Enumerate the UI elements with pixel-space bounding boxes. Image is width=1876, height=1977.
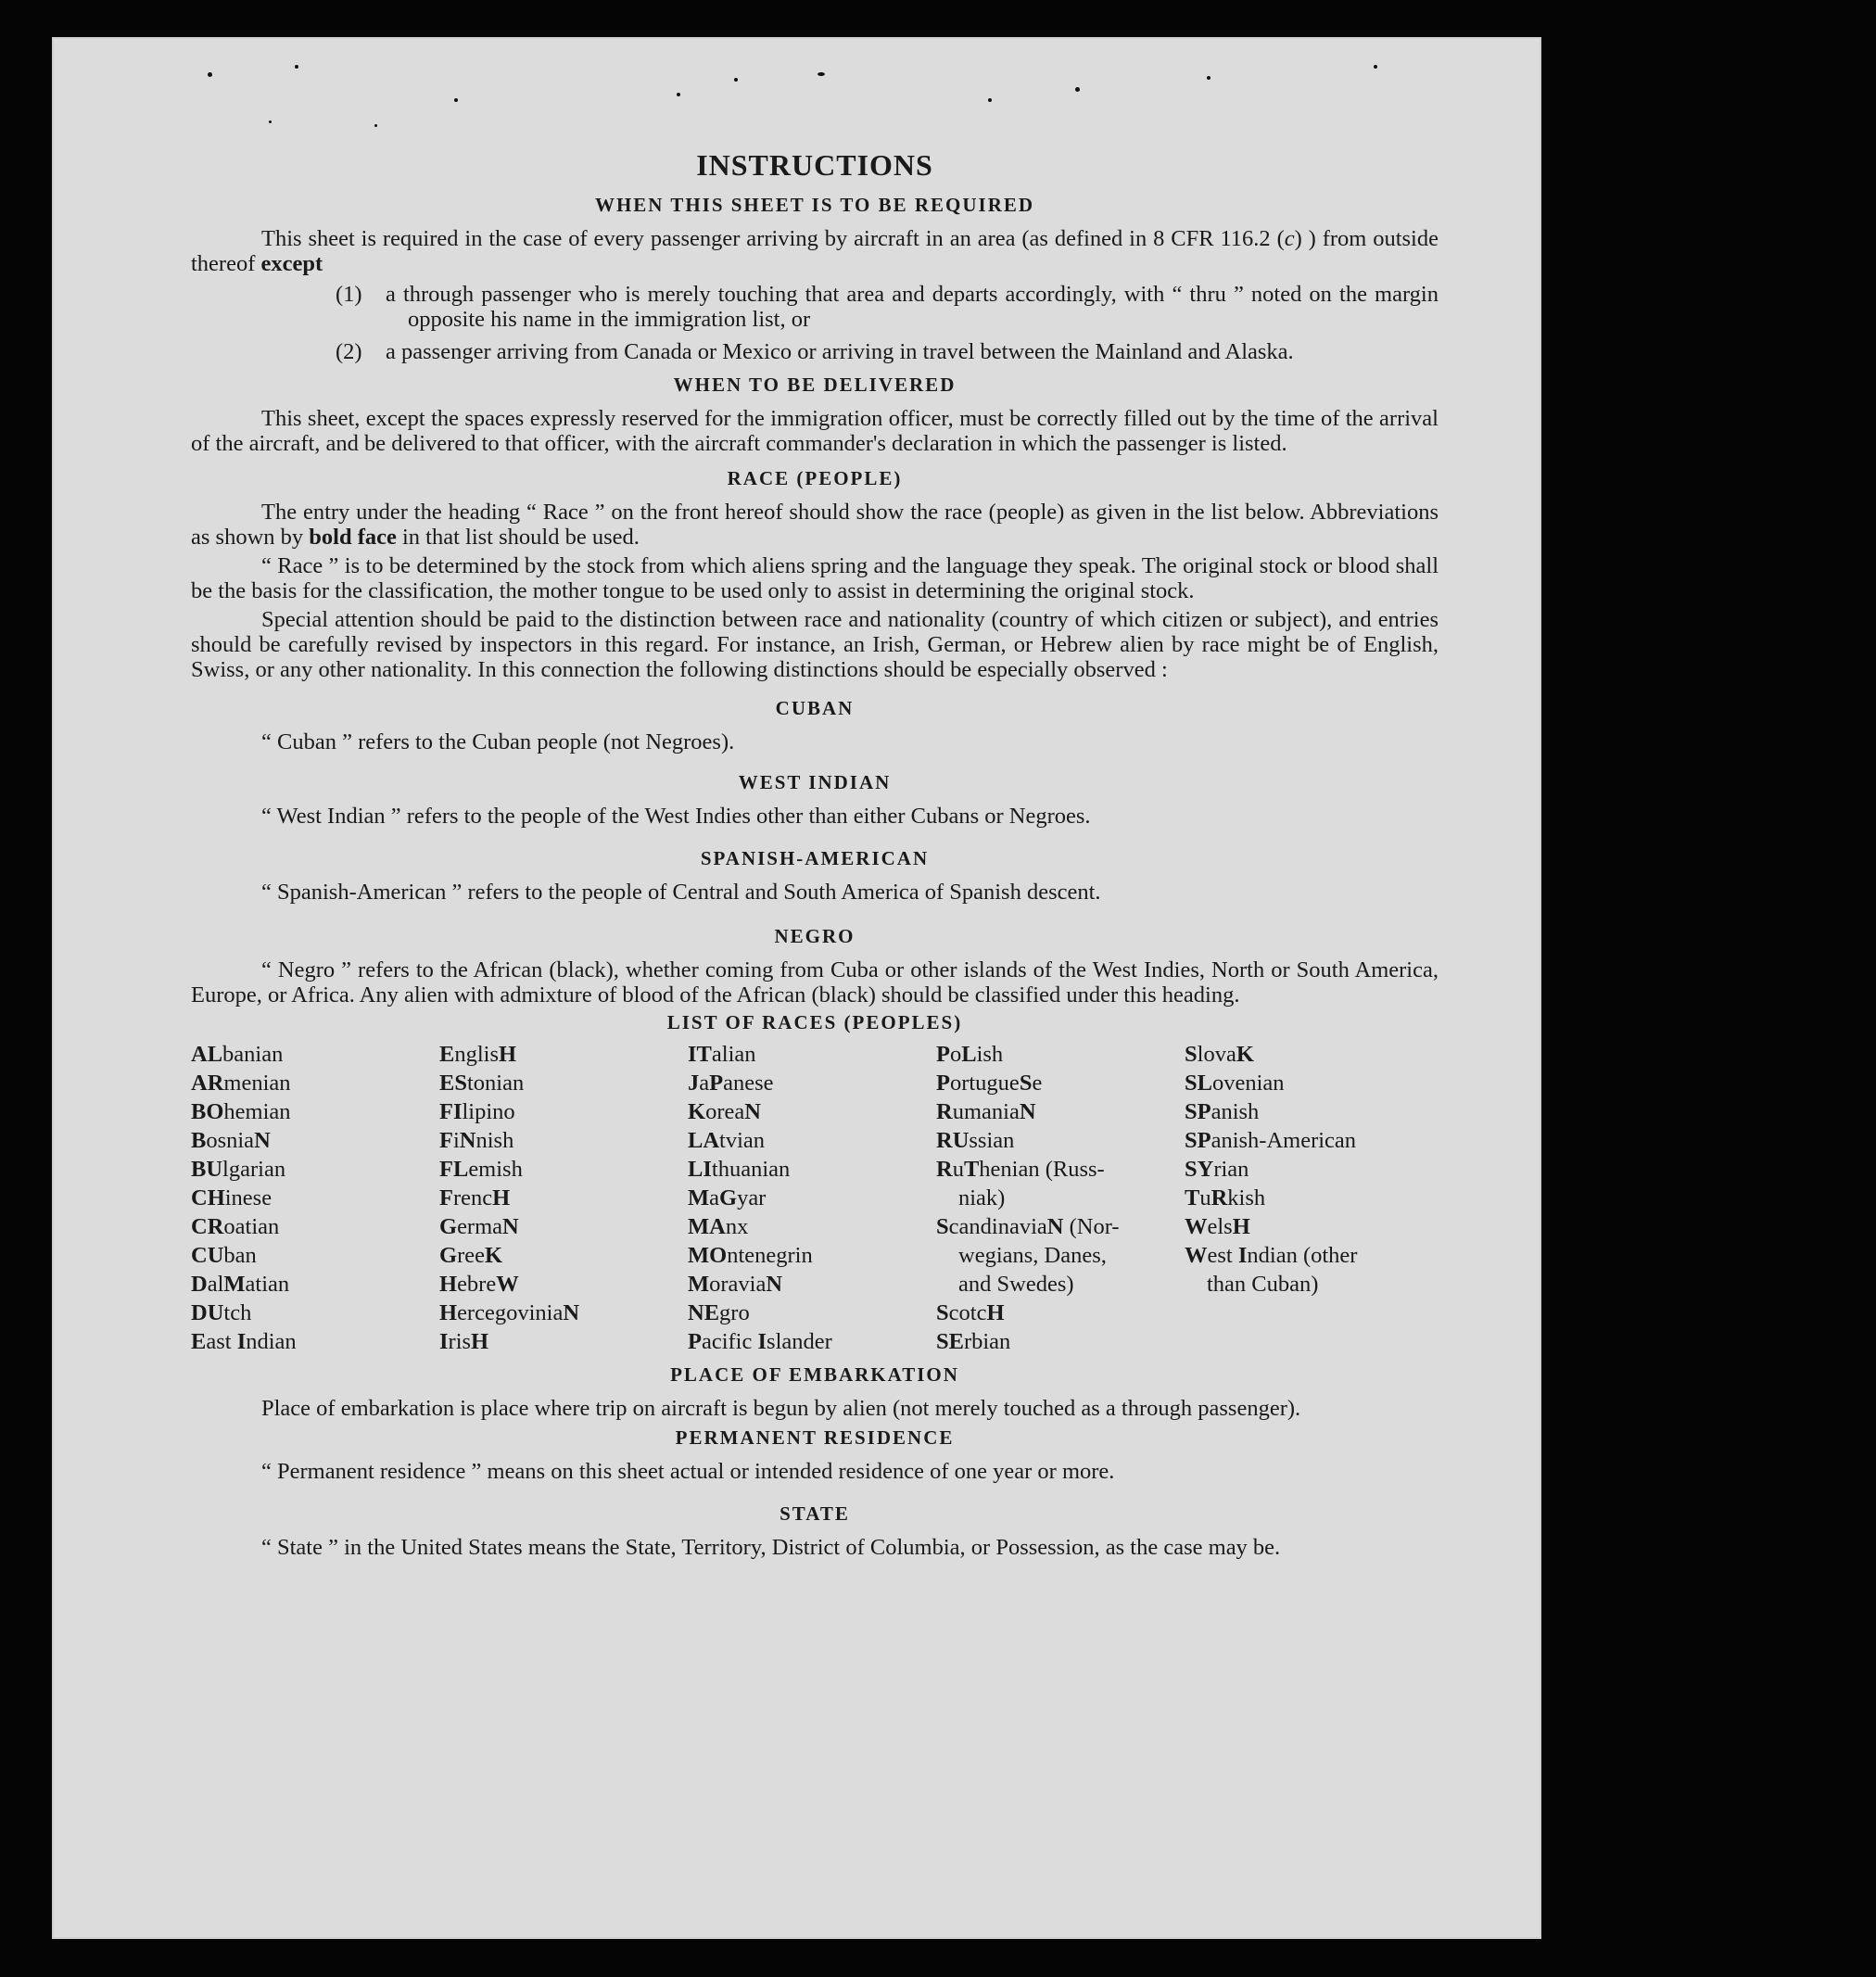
race-text: ish [976,1042,1004,1067]
race-entry [191,1241,439,1270]
race-entry [936,1241,1185,1270]
race-abbrev-letters: SL [1185,1071,1212,1096]
race-abbrev-letters: N [744,1099,761,1124]
race-entry [191,1327,439,1356]
race-text: orea [705,1099,745,1124]
item-text: a through passenger who is merely touching that area and departs accordingly, with “ thru ” noted on the margin opposite his name in the immigration list, or [386,282,1439,332]
race-entry [688,1097,936,1126]
race-abbrev-letters: I [1237,1243,1248,1268]
race-text: kish [1227,1185,1266,1210]
section-heading-embarkation: PLACE OF EMBARKATION [670,1363,959,1386]
race-entry [191,1040,439,1069]
race-abbrev-letters: L [961,1042,977,1067]
race-text: tvian [719,1128,766,1153]
race-paragraph-1 [191,500,1439,550]
speck [677,93,680,96]
race-abbrev-letters: N [1046,1214,1064,1239]
race-text: anese [723,1071,774,1096]
race-text: tonian [466,1071,525,1096]
race-abbrev-letters: G [439,1214,458,1239]
race-abbrev-letters: M [688,1185,710,1210]
race-abbrev-letters: CR [191,1214,224,1239]
race-entry [936,1299,1185,1327]
race-abbrev-letters: I [757,1329,767,1354]
exception-item-2 [191,339,1439,364]
race-abbrev-letters: S [936,1214,949,1239]
race-abbrev-letters: P [688,1329,702,1354]
race-abbrev-letters: R [936,1157,953,1182]
races-column [936,1040,1185,1356]
race-text: niak) [958,1185,1006,1210]
speck [818,72,825,76]
race-text: rian [1213,1157,1249,1182]
race-entry [688,1155,936,1184]
race-text: acific [701,1329,758,1354]
race-text: ris [448,1329,472,1354]
race-text: oatian [223,1214,280,1239]
race-entry [439,1126,688,1155]
race-entry [1185,1040,1439,1069]
race-entry [688,1126,936,1155]
race-abbrev-letters: SP [1185,1099,1211,1124]
race-text: candinavia [948,1214,1047,1239]
state-paragraph: “ State ” in the United States means the State, Territory, District of Columbia, or Possession, as the case may be. [261,1535,1281,1560]
race-text: ebre [457,1272,497,1297]
race-entry [1185,1126,1439,1155]
race-text: a [709,1185,719,1210]
race-abbrev-letters: J [688,1071,700,1096]
race-entry [936,1040,1185,1069]
race-text: alian [711,1042,756,1067]
race-entry [688,1069,936,1097]
race-entry [936,1184,1185,1212]
race-abbrev-letters: G [719,1185,738,1210]
race-text: renc [452,1185,493,1210]
race-entry [191,1069,439,1097]
race-text: banian [222,1042,284,1067]
race-abbrev-letters: K [688,1099,706,1124]
race-text: anish [1211,1099,1260,1124]
race-text: lova [1197,1042,1236,1067]
race-abbrev-letters: SP [1185,1128,1211,1153]
race-entry [1185,1212,1439,1241]
race-abbrev-letters: BU [191,1157,223,1182]
race-text: tch [223,1300,252,1325]
race-abbrev-letters: T [1185,1185,1200,1210]
race-text: ndian (other [1247,1243,1358,1268]
race-text: inese [224,1185,273,1210]
race-abbrev-letters: MA [688,1214,726,1239]
race-entry [936,1155,1185,1184]
race-entry [688,1184,936,1212]
race-abbrev-letters: P [936,1071,950,1096]
instructions-body [191,148,1439,1560]
race-abbrev-letters: P [936,1042,950,1067]
race-text: ercegovinia [457,1300,564,1325]
speck [269,120,272,123]
required-text-b: ) ) from outside thereof [191,226,1439,276]
race-entry [1185,1069,1439,1097]
speck [1374,65,1377,69]
race-abbrev-letters: ES [439,1071,467,1096]
race-entry [191,1097,439,1126]
race-text: henian (Russ- [979,1157,1105,1182]
race-abbrev-letters: S [1185,1042,1198,1067]
race-entry [1185,1097,1439,1126]
race-entry [439,1212,688,1241]
race-abbrev-letters: M [688,1272,710,1297]
section-heading-cuban: CUBAN [775,697,855,719]
race-abbrev-letters: CH [191,1185,225,1210]
race-text: lipino [462,1099,515,1124]
race-text: nx [725,1214,749,1239]
required-paragraph [191,226,1439,276]
race-text: cotc [948,1300,987,1325]
race-abbrev-letters: R [936,1099,953,1124]
race-text: menian [223,1071,291,1096]
race-entry [191,1299,439,1327]
race-abbrev-letters: I [236,1329,247,1354]
section-heading-delivered: WHEN TO BE DELIVERED [673,374,957,396]
race-abbrev-letters: N [254,1128,271,1153]
race-entry [191,1126,439,1155]
race-text-b: in that list should be used. [396,525,640,550]
exception-item-1 [191,282,1439,332]
race-abbrev-letters: NE [688,1300,720,1325]
race-text: anish-American [1211,1128,1357,1153]
speck [208,72,212,77]
negro-paragraph: “ Negro ” refers to the African (black), whether coming from Cuba or other islands of the West Indies, North or South America, Europe, or Africa. Any alien with admixture of blood of the African (black) should be classified under this heading. [191,957,1439,1008]
race-text: e [1032,1071,1043,1096]
race-abbrev-letters: SE [936,1329,964,1354]
races-column [688,1040,936,1356]
race-entry [439,1069,688,1097]
race-abbrev-letters: K [484,1243,503,1268]
race-abbrev-letters: F [439,1128,453,1153]
race-entry [191,1184,439,1212]
race-abbrev-letters: AL [191,1042,223,1067]
races-column [439,1040,688,1356]
race-text: ndian [246,1329,297,1354]
race-abbrev-letters: K [1236,1042,1254,1067]
item-number: (1) [336,282,362,307]
race-entry [191,1155,439,1184]
race-entry [936,1212,1185,1241]
speck [1207,76,1211,80]
race-abbrev-letters: LA [688,1128,720,1153]
race-abbrev-letters: R [1211,1185,1228,1210]
race-abbrev-letters: W [1185,1243,1208,1268]
section-heading-race: RACE (PEOPLE) [727,467,903,489]
race-abbrev-letters: H [1232,1214,1250,1239]
race-abbrev-letters: W [1185,1214,1208,1239]
race-entry [688,1212,936,1241]
speck [1075,87,1080,92]
race-abbrev-letters: E [191,1329,207,1354]
race-abbrev-letters: I [439,1329,449,1354]
race-abbrev-letters: LI [688,1157,712,1182]
races-column [191,1040,439,1356]
speck [988,98,992,102]
race-text: gro [719,1300,750,1325]
race-text: thuanian [711,1157,791,1182]
race-entry [1185,1270,1439,1299]
speck [454,98,458,102]
race-text: hemian [223,1099,291,1124]
race-abbrev-letters: H [439,1272,458,1297]
race-text: rbian [963,1329,1011,1354]
race-abbrev-letters: RU [936,1128,970,1153]
race-entry [439,1097,688,1126]
section-heading-west-indian: WEST INDIAN [738,771,892,793]
race-text-a: The entry under the heading “ Race ” on the front hereof should show the race (people) as given in the list below. Abbreviations as shown by [191,500,1439,550]
section-heading-state: STATE [780,1502,850,1525]
race-text: els [1207,1214,1233,1239]
race-text: atian [245,1272,290,1297]
residence-paragraph: “ Permanent residence ” means on this sheet actual or intended residence of one year or more. [261,1459,1115,1484]
race-abbrev-letters: MO [688,1243,728,1268]
race-text: emish [468,1157,523,1182]
race-text: ortugue [949,1071,1020,1096]
spanish-american-paragraph: “ Spanish-American ” refers to the people of Central and South America of Spanish descent. [261,880,1101,905]
section-heading-races-list: LIST OF RACES (PEOPLES) [666,1011,963,1033]
race-entry [1185,1184,1439,1212]
race-abbrev-letters: P [709,1071,724,1096]
race-text: ssian [969,1128,1015,1153]
race-text: lgarian [222,1157,286,1182]
race-text: i [452,1128,460,1153]
race-entry [936,1097,1185,1126]
race-text: wegians, Danes, [958,1243,1107,1268]
race-entry [439,1241,688,1270]
race-entry [1185,1155,1439,1184]
item-number: (2) [336,339,362,364]
race-entry [688,1040,936,1069]
race-abbrev-letters: BO [191,1099,224,1124]
section-heading-residence: PERMANENT RESIDENCE [675,1426,955,1449]
section-heading-negro: NEGRO [774,925,856,947]
race-text: ntenegrin [727,1243,813,1268]
race-abbrev-letters: N [766,1272,783,1297]
race-text: slander [767,1329,832,1354]
race-text: and Swedes) [958,1272,1074,1297]
race-entry [936,1069,1185,1097]
speck [734,78,738,82]
race-abbrev-letters: AR [191,1071,224,1096]
race-text: o [949,1042,962,1067]
race-entry [191,1212,439,1241]
race-abbrev-letters: F [439,1185,453,1210]
race-text: u [1199,1185,1211,1210]
race-abbrev-letters: E [439,1042,455,1067]
race-abbrev-letters: W [496,1272,519,1297]
race-entry [439,1155,688,1184]
race-entry [1185,1241,1439,1270]
race-text: u [952,1157,964,1182]
race-bold-face: bold face [309,525,397,550]
races-column [1185,1040,1439,1356]
item-text: a passenger arriving from Canada or Mexico or arriving in travel between the Mainland and Alaska. [386,339,1294,364]
race-paragraph-2: “ Race ” is to be determined by the stock from which aliens spring and the language they speak. The original stock or blood shall be the basis for the classification, the mother tongue to be used only to assist in determining the original stock. [191,553,1439,603]
race-entry [688,1241,936,1270]
race-entry [439,1327,688,1356]
race-abbrev-letters: CU [191,1243,224,1268]
west-indian-paragraph: “ West Indian ” refers to the people of the West Indies other than either Cubans or Negroes. [261,804,1091,829]
section-heading-required: WHEN THIS SHEET IS TO BE REQUIRED [594,194,1035,216]
race-entry [936,1270,1185,1299]
race-text: (Nor- [1063,1214,1120,1239]
required-text-c: c [1284,226,1295,251]
race-entry [439,1184,688,1212]
speck [295,65,298,69]
races-list [191,1040,1439,1356]
cuban-paragraph: “ Cuban ” refers to the Cuban people (not Negroes). [261,729,735,754]
race-abbrev-letters: FI [439,1099,463,1124]
race-entry [688,1327,936,1356]
race-abbrev-letters: G [439,1243,458,1268]
race-text: nish [475,1128,514,1153]
page-title: INSTRUCTIONS [696,148,933,182]
required-text-a: This sheet is required in the case of every passenger arriving by aircraft in an area (as defined in 8 CFR 116.2 ( [261,226,1285,251]
race-entry [936,1126,1185,1155]
race-abbrev-letters: S [1019,1071,1033,1096]
race-text: al [207,1272,224,1297]
race-text: ban [223,1243,257,1268]
race-abbrev-letters: B [191,1128,207,1153]
race-text: nglis [454,1042,499,1067]
race-entry [439,1299,688,1327]
race-text: erma [457,1214,503,1239]
race-entry [439,1040,688,1069]
race-entry [439,1270,688,1299]
race-abbrev-letters: SY [1185,1157,1214,1182]
race-abbrev-letters: N [1019,1099,1036,1124]
race-text: osnia [206,1128,255,1153]
race-abbrev-letters: H [492,1185,511,1210]
race-abbrev-letters: S [936,1300,949,1325]
race-abbrev-letters: DU [191,1300,224,1325]
race-text: umania [952,1099,1020,1124]
race-abbrev-letters: H [471,1329,489,1354]
race-abbrev-letters: N [459,1128,476,1153]
race-paragraph-3: Special attention should be paid to the distinction between race and nationality (country of which citizen or subject), and entries should be carefully revised by inspectors in this regard. For instance, an Irish, German, or Hebrew alien by race might be of English, Swiss, or any other nationality. In this connection the following distinctions should be especially observed : [191,607,1439,682]
race-abbrev-letters: H [499,1042,517,1067]
race-entry [688,1299,936,1327]
speck [374,124,377,127]
race-abbrev-letters: N [563,1300,580,1325]
race-abbrev-letters: IT [688,1042,712,1067]
delivered-paragraph: This sheet, except the spaces expressly reserved for the immigration officer, must be correctly filled out by the time of the arrival of the aircraft, and be delivered to that officer, with the aircraft commander's declaration in which the passenger is listed. [191,406,1439,456]
race-text: ast [206,1329,237,1354]
race-abbrev-letters: N [502,1214,519,1239]
race-text: ovenian [1211,1071,1285,1096]
race-text: est [1207,1243,1238,1268]
race-text: than Cuban) [1207,1272,1319,1297]
embarkation-paragraph: Place of embarkation is place where trip on aircraft is begun by alien (not merely touched as a through passenger). [261,1396,1301,1421]
race-entry [936,1327,1185,1356]
race-abbrev-letters: D [191,1272,208,1297]
required-except: except [260,251,323,276]
race-entry [688,1270,936,1299]
race-text: ree [457,1243,485,1268]
race-abbrev-letters: FL [439,1157,469,1182]
section-heading-spanish-american: SPANISH-AMERICAN [700,847,930,869]
race-text: a [699,1071,710,1096]
race-text: yar [737,1185,767,1210]
race-abbrev-letters: H [986,1300,1005,1325]
race-abbrev-letters: M [223,1272,246,1297]
race-text: oravia [709,1272,767,1297]
race-abbrev-letters: T [963,1157,980,1182]
race-entry [191,1270,439,1299]
document-page [52,37,1541,1939]
race-abbrev-letters: H [439,1300,458,1325]
